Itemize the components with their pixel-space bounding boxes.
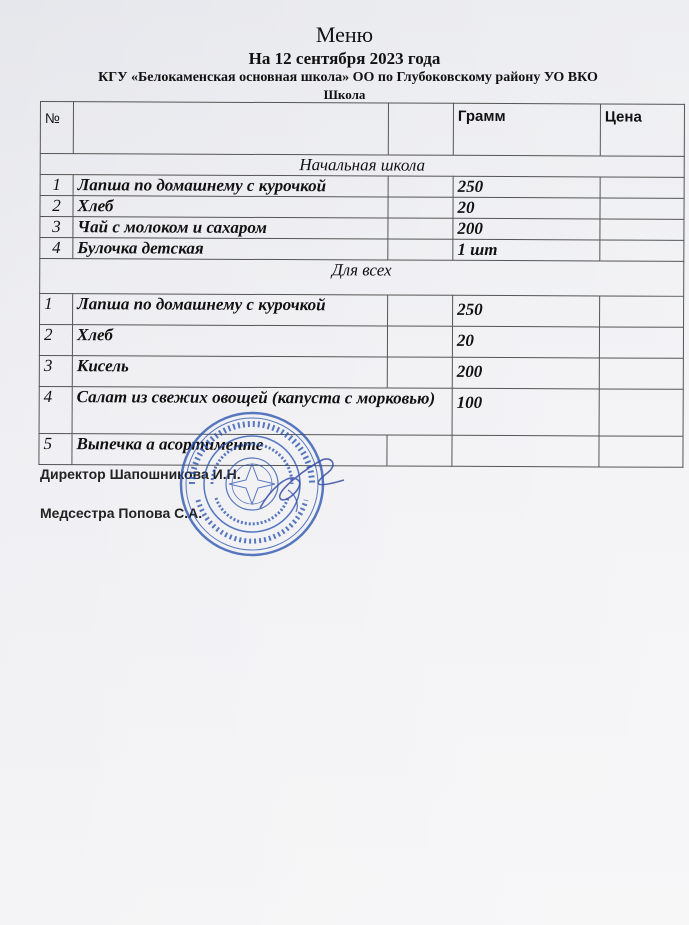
- row-extra: [388, 218, 453, 239]
- row-gram: 200: [452, 357, 599, 389]
- row-price: [600, 219, 684, 240]
- row-price: [599, 389, 683, 436]
- row-num: 3: [39, 355, 72, 386]
- row-num: 1: [40, 175, 73, 196]
- row-gram: 100: [452, 388, 599, 436]
- row-name: Салат из свежих овощей (капуста с морковью): [72, 387, 452, 436]
- row-name: Булочка детская: [73, 238, 388, 260]
- row-gram: 1 шт: [453, 239, 600, 261]
- row-price: [599, 358, 683, 389]
- row-name: Лапша по домашнему с курочкой: [73, 175, 388, 197]
- menu-date: На 12 сентября 2023 года: [248, 49, 441, 68]
- row-name: Лапша по домашнему с курочкой: [73, 294, 388, 326]
- director-signature-line: Директор Шапошникова И.Н.: [40, 466, 241, 482]
- section-header-all: [40, 259, 684, 297]
- row-gram: 20: [453, 197, 600, 219]
- table-header-row: [40, 102, 684, 157]
- section-header-primary: [40, 154, 684, 178]
- row-extra: [388, 197, 453, 218]
- row-extra: [388, 239, 453, 260]
- handwritten-signature-icon: [240, 450, 350, 520]
- row-extra: [387, 357, 452, 388]
- row-extra: [387, 326, 452, 357]
- table-row: [40, 175, 684, 199]
- row-num: 4: [39, 386, 72, 433]
- row-name: Хлеб: [72, 325, 387, 357]
- header-price: Цена: [600, 104, 684, 156]
- row-name: Выпечка а асортименте: [72, 434, 387, 466]
- row-num: 1: [40, 294, 73, 325]
- page-title: Меню: [315, 22, 374, 47]
- table-row: [40, 217, 684, 241]
- row-num: 4: [40, 238, 73, 259]
- row-name: Хлеб: [73, 196, 388, 218]
- header-name: [73, 102, 388, 155]
- table-row: [40, 294, 684, 328]
- row-num: 2: [39, 325, 72, 356]
- table-row: [39, 433, 683, 467]
- row-num: 5: [39, 433, 72, 464]
- table-row: [39, 355, 683, 389]
- row-num: 3: [40, 217, 73, 238]
- table-row: [39, 386, 683, 436]
- row-gram: 20: [452, 326, 599, 358]
- nurse-signature-line: Медсестра Попова С.А.: [40, 505, 203, 521]
- row-price: [600, 240, 684, 261]
- row-name: Кисель: [72, 356, 387, 388]
- school-label: Школа: [323, 87, 366, 102]
- row-gram: 250: [453, 176, 600, 198]
- table-row: [39, 325, 683, 359]
- menu-table: [38, 101, 685, 468]
- row-price: [600, 198, 684, 219]
- row-gram: 200: [453, 218, 600, 240]
- section-title: Начальная школа: [40, 154, 684, 178]
- row-extra: [388, 176, 453, 197]
- row-price: [599, 327, 683, 358]
- header-gram: Грамм: [453, 103, 600, 156]
- row-num: 2: [40, 196, 73, 217]
- organization-name: КГУ «Белокаменская основная школа» ОО по Глубоковскому району УО ВКО: [98, 70, 598, 85]
- row-price: [600, 177, 684, 198]
- row-gram: 250: [453, 295, 600, 327]
- row-extra: [387, 435, 452, 466]
- row-name: Чай с молоком и сахаром: [73, 217, 388, 239]
- table-row: [40, 238, 684, 262]
- header-num: №: [40, 102, 73, 154]
- row-gram: [452, 435, 599, 467]
- row-price: [599, 436, 683, 467]
- header-extra: [388, 103, 453, 155]
- row-extra: [388, 295, 453, 326]
- table-row: [40, 196, 684, 220]
- row-price: [600, 296, 684, 327]
- section-title: Для всех: [40, 259, 684, 297]
